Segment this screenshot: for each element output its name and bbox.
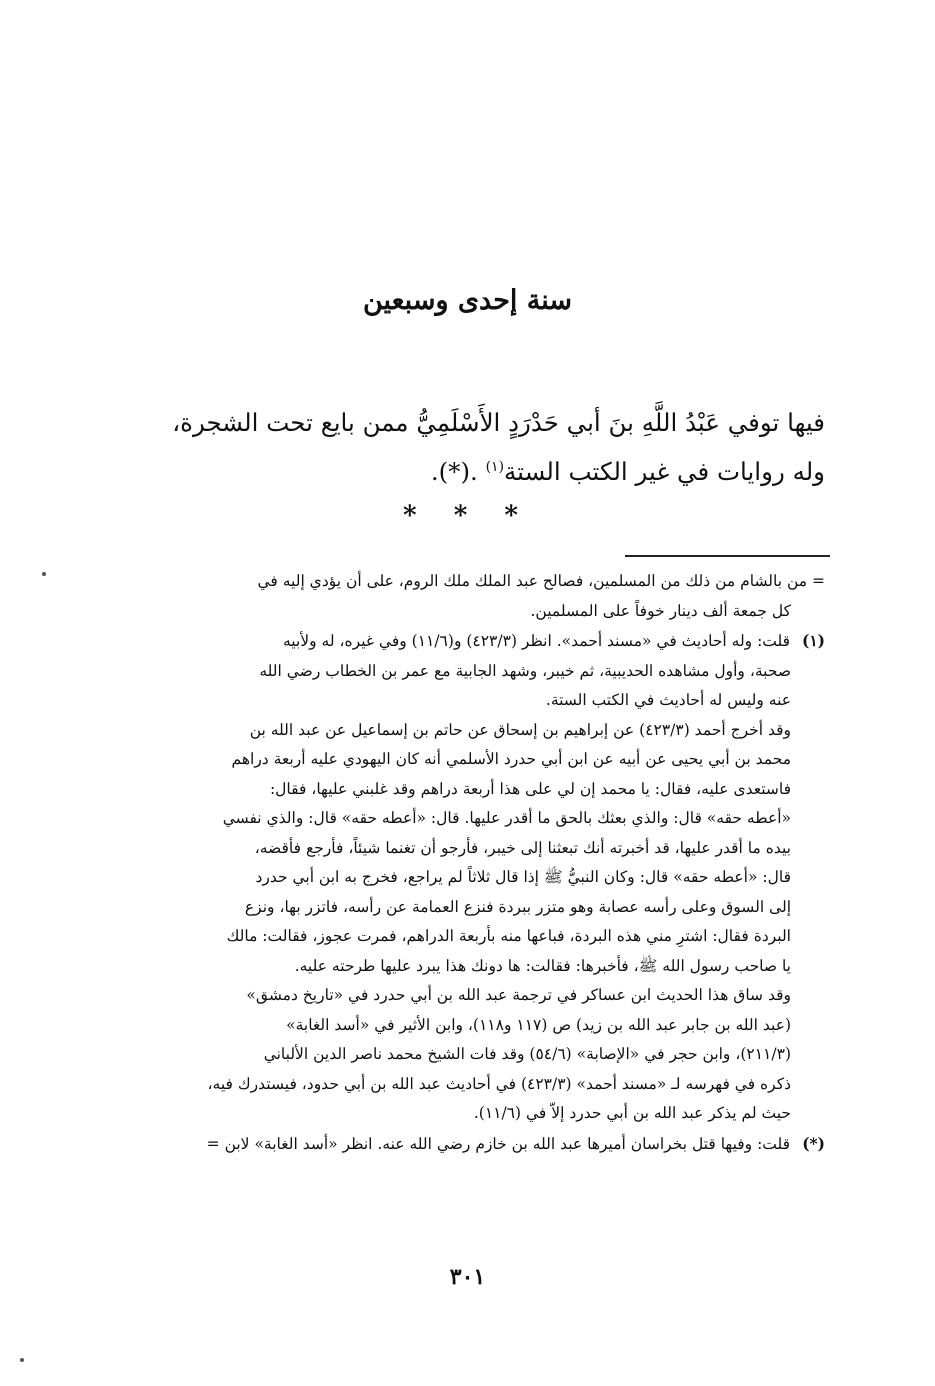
main-text-line-2-body: وله روايات في غير الكتب الستة <box>504 457 825 486</box>
main-text <box>110 398 825 496</box>
footnote-1-text: قلت: وله أحاديث في «مسند أحمد». انظر (٤٢٣/٣) و(١١/٦) وفي غيره، له ولأبيه <box>283 632 791 650</box>
footnote-ref-1[interactable]: (١) <box>485 458 505 475</box>
paragraph-3-line-1: وقد ساق هذا الحديث ابن عساكر في ترجمة عبد الله بن أبي حدرد في «تاريخ دمشق» <box>246 986 791 1004</box>
footnote-1-line-2: صحبة، وأول مشاهده الحديبية، ثم خيبر، وشهد الجابية مع عمر بن الخطاب رضي الله <box>259 661 791 680</box>
footnote-ref-star[interactable]: .(*). <box>430 457 486 486</box>
chapter-title: سنة إحدى وسبعين <box>362 285 573 316</box>
paragraph-3-line-4: ذكره في فهرسه لـ «مسند أحمد» (٤٢٣/٣) في أحاديث عبد الله بن أبي حدود، فيستدرك فيه، <box>207 1074 791 1093</box>
paragraph-2-line-1: وقد أخرج أحمد (٤٢٣/٣) عن إبراهيم بن إسحاق عن حاتم بن إسماعيل عن عبد الله بن <box>249 720 791 739</box>
paragraph-2-line-3: فاستعدى عليه، فقال: يا محمد إن لي على هذا أربعة دراهم وقد غلبني عليها، فقال: <box>269 779 791 798</box>
main-text-line-2 <box>110 447 825 496</box>
main-text-line-1: فيها توفي عَبْدُ اللَّهِ بنَ أبي حَدْرَدٍ الأَسْلَمِيُّ ممن بايع تحت الشجرة، <box>172 408 825 437</box>
paragraph-2-line-5: بيده ما أقدر عليها، قد أخبرته أنك تبعثنا إلى خيبر، فأرجو أن تغنما شيئاً، فأرجع فأقضه، <box>254 838 791 857</box>
paragraph-3-line-2: (عبد الله بن جابر عبد الله بن زيد) ص (١١٧ و١١٨)، وابن الأثير في «أسد الغابة» <box>286 1015 791 1034</box>
scan-speck <box>20 1358 24 1362</box>
footnote-star-line <box>105 1129 825 1160</box>
footnote-star-marker: (*) <box>802 1133 825 1153</box>
footnotes <box>105 567 825 1159</box>
paragraph-3-line-5: حيث لم يذكر عبد الله بن أبي حدرد إلاّ في (١١/٦). <box>473 1104 791 1122</box>
paragraph-3-line-3: (٢١١/٣)، وابن حجر في «الإصابة» (٥٤/٦) وقد فات الشيخ محمد ناصر الدين الألباني <box>263 1045 791 1063</box>
footnote-star-text: قلت: وفيها قتل بخراسان أميرها عبد الله بن خازم رضي الله عنه. انظر «أسد الغابة» لابن = <box>206 1134 791 1153</box>
paragraph-2-line-8: البردة فقال: اشترِ مني هذه البردة، فباعها منه بأربعة الدراهم، فمرت عجوز، فقالت: مالك <box>226 927 791 945</box>
paragraph-2-line-2: محمد بن أبي يحيى عن أبيه عن ابن أبي حدرد الأسلمي أنه كان اليهودي عليه أربعة دراهم <box>231 750 791 768</box>
scan-speck <box>42 572 46 576</box>
paragraph-2-line-9: يا صاحب رسول الله ﷺ، فأخبرها: فقالت: ها دونك هذا يبرد عليها طرحته عليه. <box>294 956 791 975</box>
paragraph-2-line-7: إلى السوق وعلى رأسه عصابة وهو متزر ببردة فنزع العمامة عن رأسه، فاتزر بها، ونزع <box>244 897 791 916</box>
footnote-1-line-1 <box>105 626 825 657</box>
continuation-line-2: كل جمعة ألف دينار خوفاً على المسلمين. <box>530 601 791 620</box>
page-number: ٣٠١ <box>449 1264 486 1290</box>
footnote-1-line-3: عنه وليس له أحاديث في الكتب الستة. <box>545 691 791 709</box>
paragraph-2-line-4: «أعطه حقه» قال: والذي بعثك بالحق ما أقدر عليها. قال: «أعطه حقه» قال: والذي نفسي <box>222 809 791 827</box>
footnote-divider <box>625 555 830 557</box>
section-separator: * * * <box>403 501 532 531</box>
paragraph-2-line-6: قال: «أعطه حقه» قال: وكان النبيُّ ﷺ إذا قال ثلاثاً لم يراجع، فخرج به ابن أبي حدرد <box>255 868 791 886</box>
footnote-1-marker: (١) <box>801 631 825 650</box>
continuation-line-1: = من بالشام من ذلك من المسلمين، فصالح عبد الملك ملك الروم، على أن يؤدي إليه في <box>257 572 825 590</box>
